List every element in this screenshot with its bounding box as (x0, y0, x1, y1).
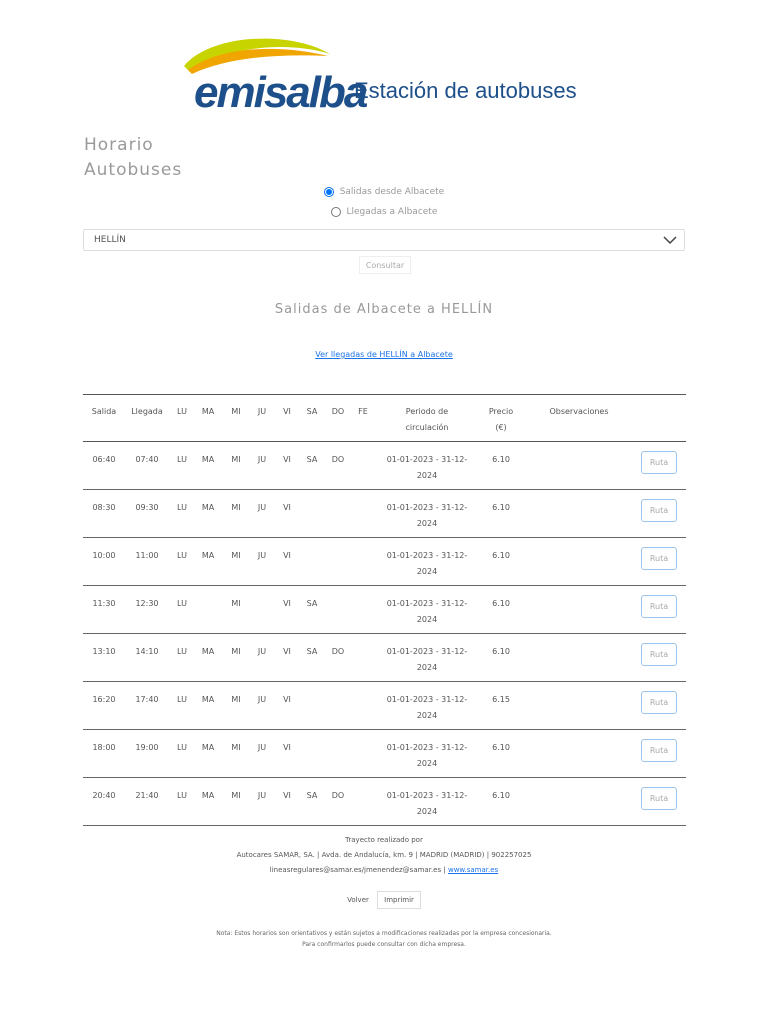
table-row (83, 586, 686, 634)
cell-sa: SA (306, 647, 318, 656)
cell-llegada: 21:40 (135, 791, 159, 800)
cell-mi: MI (231, 455, 241, 464)
ruta-button[interactable]: Ruta (641, 691, 677, 714)
table-header (83, 394, 686, 442)
cell-do: DO (331, 455, 345, 464)
cell-llegada: 09:30 (135, 503, 159, 512)
cell-lu: LU (177, 503, 187, 512)
cell-mi: MI (231, 551, 241, 560)
cell-salida: 13:10 (92, 647, 116, 656)
cell-ma: MA (201, 503, 215, 512)
cell-mi: MI (231, 599, 241, 608)
ruta-button[interactable]: Ruta (641, 739, 677, 762)
cell-periodo: 01-01-2023 - 31-12-2024 (386, 503, 468, 528)
ruta-button[interactable]: Ruta (641, 643, 677, 666)
table-row (83, 682, 686, 730)
cell-vi: VI (283, 599, 291, 608)
cell-precio: 6.10 (492, 551, 510, 560)
header-do: DO (331, 407, 345, 416)
header-precio: Precio (€) (488, 407, 514, 432)
cell-salida: 20:40 (92, 791, 116, 800)
cell-precio: 6.10 (492, 503, 510, 512)
radio-llegadas-label[interactable]: Llegadas a Albacete (346, 207, 438, 217)
cell-lu: LU (177, 551, 187, 560)
radio-salidas[interactable] (324, 187, 334, 197)
table-row (83, 490, 686, 538)
cell-lu: LU (177, 695, 187, 704)
cell-ma: MA (201, 743, 215, 752)
table-row (83, 442, 686, 490)
nota-line2: Para confirmarlos puede consultar con dicha empresa. (302, 941, 466, 948)
radio-salidas-label[interactable]: Salidas desde Albacete (339, 187, 445, 197)
cell-llegada: 14:10 (135, 647, 159, 656)
header-sa: SA (306, 407, 318, 416)
cell-vi: VI (283, 695, 291, 704)
emisalba-logo (180, 32, 600, 117)
header-fe: FE (358, 407, 368, 416)
cell-lu: LU (177, 791, 187, 800)
cell-ma: MA (201, 455, 215, 464)
cell-mi: MI (231, 791, 241, 800)
nota (0, 928, 768, 950)
cell-precio: 6.10 (492, 455, 510, 464)
cell-salida: 16:20 (92, 695, 116, 704)
table-row (83, 730, 686, 778)
cell-ma: MA (201, 647, 215, 656)
cell-precio: 6.10 (492, 791, 510, 800)
cell-periodo: 01-01-2023 - 31-12-2024 (386, 743, 468, 768)
cell-periodo: 01-01-2023 - 31-12-2024 (386, 647, 468, 672)
cell-ju: JU (257, 743, 267, 752)
consultar-button[interactable]: Consultar (359, 256, 411, 274)
cell-ju: JU (257, 791, 267, 800)
radio-llegadas-row[interactable] (0, 207, 768, 218)
cell-do: DO (331, 791, 345, 800)
destination-select-value: HELLÍN (94, 235, 126, 245)
chevron-down-icon (662, 234, 678, 246)
ruta-button[interactable]: Ruta (641, 451, 677, 474)
section-title: Salidas de Albacete a HELLÍN (274, 302, 494, 317)
cell-precio: 6.10 (492, 743, 510, 752)
cell-periodo: 01-01-2023 - 31-12-2024 (386, 455, 468, 480)
cell-sa: SA (306, 455, 318, 464)
table-row (83, 634, 686, 682)
ruta-button[interactable]: Ruta (641, 787, 677, 810)
cell-ju: JU (257, 647, 267, 656)
header-vi: VI (283, 407, 291, 416)
cell-precio: 6.10 (492, 599, 510, 608)
cell-mi: MI (231, 695, 241, 704)
cell-llegada: 12:30 (135, 599, 159, 608)
cell-lu: LU (177, 743, 187, 752)
header-llegada: Llegada (131, 407, 163, 416)
cell-salida: 10:00 (92, 551, 116, 560)
cell-llegada: 11:00 (135, 551, 159, 560)
cell-vi: VI (283, 551, 291, 560)
cell-sa: SA (306, 599, 318, 608)
cell-vi: VI (283, 791, 291, 800)
cell-vi: VI (283, 503, 291, 512)
cell-mi: MI (231, 503, 241, 512)
radio-salidas-row[interactable] (0, 187, 768, 198)
logo-brand-text: emisalba (194, 68, 367, 117)
imprimir-button[interactable]: Imprimir (377, 891, 421, 909)
footer (0, 833, 768, 878)
cell-llegada: 17:40 (135, 695, 159, 704)
footer-emails: lineasregulares@samar.es/jmenendez@samar.es | (269, 866, 446, 874)
cell-ju: JU (257, 695, 267, 704)
cell-vi: VI (283, 455, 291, 464)
header-salida: Salida (91, 407, 117, 416)
header-mi: MI (231, 407, 241, 416)
cell-lu: LU (177, 599, 187, 608)
header-periodo: Periodo de circulación (405, 407, 449, 432)
cell-sa: SA (306, 791, 318, 800)
cell-vi: VI (283, 743, 291, 752)
cell-ju: JU (257, 455, 267, 464)
cell-llegada: 07:40 (135, 455, 159, 464)
table-row (83, 778, 686, 826)
footer-line3 (0, 863, 768, 878)
ruta-button[interactable]: Ruta (641, 595, 677, 618)
cell-periodo: 01-01-2023 - 31-12-2024 (386, 551, 468, 576)
ver-llegadas-link[interactable]: Ver llegadas de HELLÍN a Albacete (315, 350, 453, 359)
header-observaciones: Observaciones (549, 407, 609, 416)
radio-llegadas[interactable] (331, 207, 341, 217)
cell-precio: 6.15 (492, 695, 510, 704)
footer-line2: Autocares SAMAR, SA. | Avda. de Andalucía, km. 9 | MADRID (MADRID) | 902257025 (236, 851, 532, 859)
nota-line1: Nota: Estos horarios son orientativos y están sujetos a modificaciones realizadas por la empresa concesionaria. (216, 930, 552, 937)
cell-mi: MI (231, 743, 241, 752)
cell-do: DO (331, 647, 345, 656)
cell-mi: MI (231, 647, 241, 656)
destination-select[interactable] (83, 229, 685, 251)
cell-periodo: 01-01-2023 - 31-12-2024 (386, 695, 468, 720)
schedule-table (83, 394, 686, 826)
footer-line1: Trayecto realizado por (345, 836, 423, 844)
cell-lu: LU (177, 647, 187, 656)
cell-ma: MA (201, 551, 215, 560)
cell-vi: VI (283, 647, 291, 656)
cell-precio: 6.10 (492, 647, 510, 656)
cell-periodo: 01-01-2023 - 31-12-2024 (386, 599, 468, 624)
cell-salida: 08:30 (92, 503, 116, 512)
ruta-button[interactable]: Ruta (641, 547, 677, 570)
cell-salida: 11:30 (92, 599, 116, 608)
logo-subtitle: Estación de autobuses (354, 78, 577, 103)
cell-ma: MA (201, 695, 215, 704)
cell-salida: 18:00 (92, 743, 116, 752)
cell-ju: JU (257, 551, 267, 560)
cell-ma: MA (201, 791, 215, 800)
cell-lu: LU (177, 455, 187, 464)
actions-row (0, 891, 768, 909)
header-lu: LU (177, 407, 187, 416)
cell-llegada: 19:00 (135, 743, 159, 752)
cell-ju: JU (257, 503, 267, 512)
cell-salida: 06:40 (92, 455, 116, 464)
header-ju: JU (257, 407, 267, 416)
volver-link[interactable]: Volver (347, 896, 369, 904)
table-row (83, 538, 686, 586)
header-ma: MA (201, 407, 215, 416)
footer-website-link[interactable]: www.samar.es (447, 866, 499, 874)
cell-periodo: 01-01-2023 - 31-12-2024 (386, 791, 468, 816)
page-title: Horario Autobuses (84, 135, 183, 180)
ruta-button[interactable]: Ruta (641, 499, 677, 522)
